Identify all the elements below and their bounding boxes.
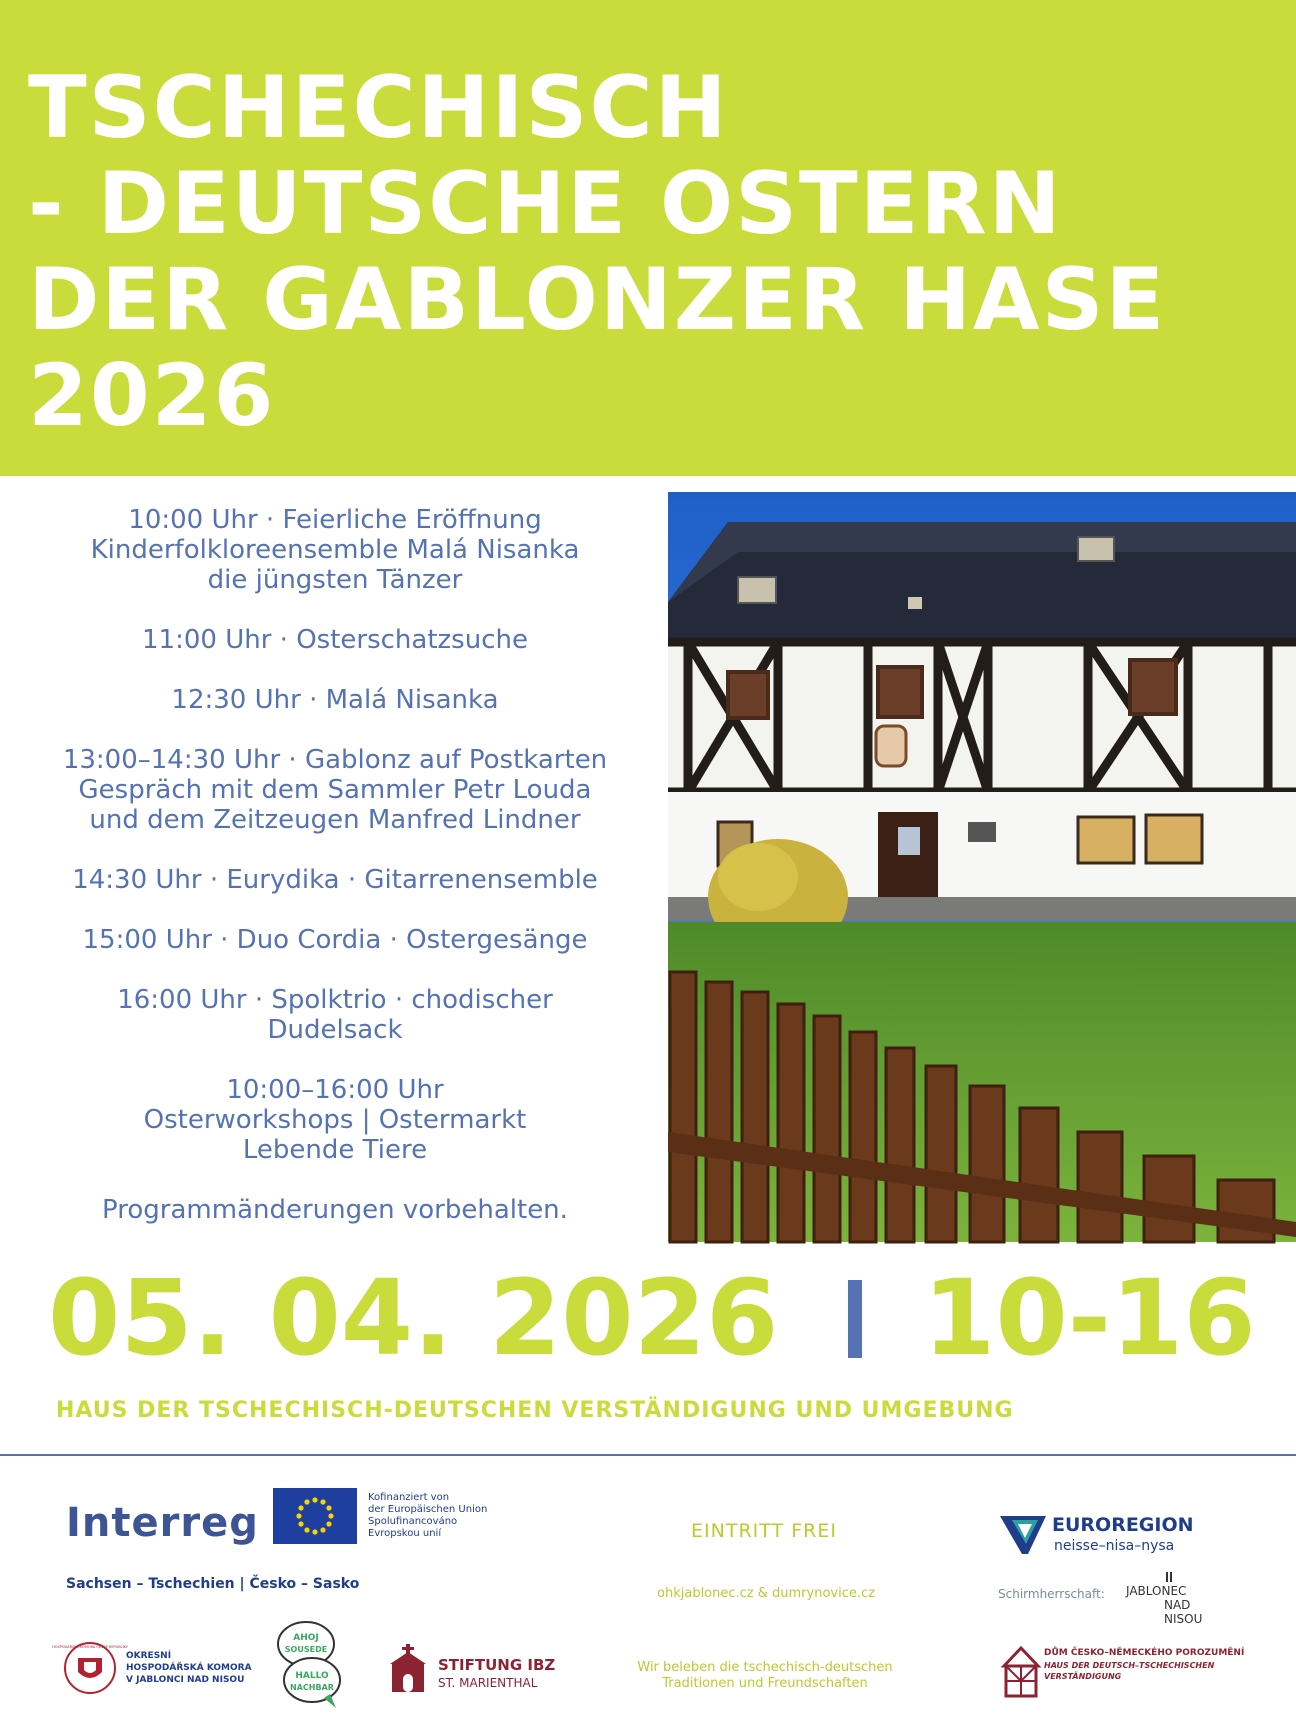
websites-link[interactable]: ohkjablonec.cz & dumrynovice.cz (657, 1586, 875, 1601)
schedule-line: Lebende Tiere (242, 1135, 428, 1165)
schedule-line: 10:00 Uhr · Feierliche Eröffnung (128, 505, 542, 535)
program-schedule (30, 505, 640, 1255)
stiftung-ibz-logo (386, 1642, 556, 1698)
event-date: 05. 04. 2026 (48, 1257, 779, 1379)
euroregion-icon (998, 1510, 1048, 1558)
title-banner (0, 0, 1296, 476)
eu-text-line: der Europäischen Union (368, 1504, 488, 1515)
schedule-entry (30, 745, 640, 835)
sousede-text: SOUSEDE (284, 1645, 328, 1654)
schedule-line: Kinderfolkloreensemble Malá Nisanka (90, 535, 580, 565)
euroregion-name: EUROREGION (1052, 1514, 1194, 1536)
church-icon (386, 1642, 430, 1694)
eu-text-line: Kofinanziert von (368, 1492, 450, 1503)
schedule-line: Gespräch mit dem Sammler Petr Louda (78, 775, 592, 805)
ibz-subtitle: ST. MARIENTHAL (438, 1676, 538, 1690)
event-venue: HAUS DER TSCHECHISCH-DEUTSCHEN VERSTÄNDIGUNG UND UMGEBUNG (56, 1398, 1014, 1423)
schedule-line: und dem Zeitzeugen Manfred Lindner (89, 805, 581, 835)
schedule-line: Dudelsack (267, 1015, 403, 1045)
interreg-logo: Interreg (66, 1500, 259, 1546)
komora-line: V JABLONCI NAD NISOU (126, 1675, 245, 1685)
dum-line-czech: DŮM ČESKO–NĚMECKÉHO POROZUMĚNÍ (1044, 1648, 1245, 1658)
jablonec-logo (1126, 1572, 1206, 1628)
schedule-line: 15:00 Uhr · Duo Cordia · Ostergesänge (82, 925, 588, 955)
slogan-line: Wir beleben die tschechisch-deutschen (637, 1660, 893, 1675)
dum-porozumeni-logo (1002, 1646, 1292, 1700)
komora-ring-text: HOSPODÁŘSKÁ KOMORA ČESKÉ REPUBLIKY (52, 1645, 128, 1649)
eu-text-line: Spolufinancováno (368, 1516, 458, 1527)
schedule-line: 12:30 Uhr · Malá Nisanka (171, 685, 499, 715)
ahoj-sousede-logo (272, 1614, 344, 1712)
tradition-slogan (606, 1660, 924, 1692)
jablonec-line: JABLONEC (1126, 1584, 1187, 1598)
timber-house-icon (1002, 1646, 1040, 1698)
eu-cofinance-text (368, 1492, 518, 1540)
dum-line-german: HAUS DER DEUTSCH–TSCHECHISCHEN (1044, 1661, 1215, 1670)
euroregion-logo (998, 1510, 1238, 1560)
schedule-entry (30, 1075, 640, 1165)
eu-text-line: Evropskou unií (368, 1528, 442, 1539)
title-line-3: DER GABLONZER HASE (28, 250, 1167, 350)
title-line-4: 2026 (28, 346, 276, 446)
jablonec-line: NISOU (1164, 1612, 1203, 1626)
schedule-note (30, 1195, 640, 1225)
jablonec-line: NAD (1164, 1598, 1191, 1612)
interreg-program-name: Sachsen – Tschechien | Česko – Sasko (66, 1576, 360, 1592)
okresni-komora-logo (52, 1640, 292, 1696)
event-date-time (48, 1258, 1268, 1378)
komora-line: OKRESNÍ (126, 1651, 172, 1661)
dum-line-german-2: VERSTÄNDIGUNG (1044, 1672, 1122, 1681)
event-time: 10-16 (923, 1257, 1256, 1379)
schedule-line: 14:30 Uhr · Eurydika · Gitarrenensemble (72, 865, 598, 895)
date-separator (848, 1280, 862, 1358)
house-photo (668, 492, 1296, 1242)
okresni-komora-name (126, 1650, 252, 1686)
slogan-line: Traditionen und Freundschaften (662, 1676, 868, 1691)
komora-line: HOSPODÁŘSKÁ KOMORA (126, 1663, 252, 1673)
footer-divider (0, 1454, 1296, 1456)
ahoj-text: AHOJ (293, 1633, 319, 1643)
schedule-line: 10:00–16:00 Uhr (226, 1075, 444, 1105)
schedule-entry (30, 985, 640, 1045)
nachbar-text: NACHBAR (290, 1683, 334, 1692)
speech-bubble-icon (272, 1614, 344, 1712)
title-line-1: TSCHECHISCH (28, 58, 729, 158)
euroregion-subtitle: neisse–nisa–nysa (1054, 1538, 1175, 1554)
schedule-line: die jüngsten Tänzer (207, 565, 463, 595)
free-entry-label: EINTRITT FREI (691, 1520, 837, 1542)
schedule-disclaimer: Programmänderungen vorbehalten. (102, 1195, 568, 1225)
ibz-name: STIFTUNG IBZ (438, 1656, 556, 1674)
patronage-label: Schirmherrschaft: (998, 1587, 1105, 1601)
schedule-line: Osterworkshops | Ostermarkt (143, 1105, 527, 1135)
schedule-entry (30, 505, 640, 595)
schedule-line: 13:00–14:30 Uhr · Gablonz auf Postkarten (62, 745, 608, 775)
schedule-entry (30, 685, 640, 715)
schedule-entry (30, 865, 640, 895)
schedule-entry (30, 625, 640, 655)
schedule-entry (30, 925, 640, 955)
schedule-line: 11:00 Uhr · Osterschatzsuche (142, 625, 528, 655)
schedule-line: 16:00 Uhr · Spolktrio · chodischer (117, 985, 553, 1015)
title-line-2: - DEUTSCHE OSTERN (28, 154, 1063, 254)
komora-emblem-icon (52, 1640, 128, 1696)
eu-flag-icon (273, 1488, 357, 1544)
hallo-text: HALLO (295, 1671, 329, 1681)
